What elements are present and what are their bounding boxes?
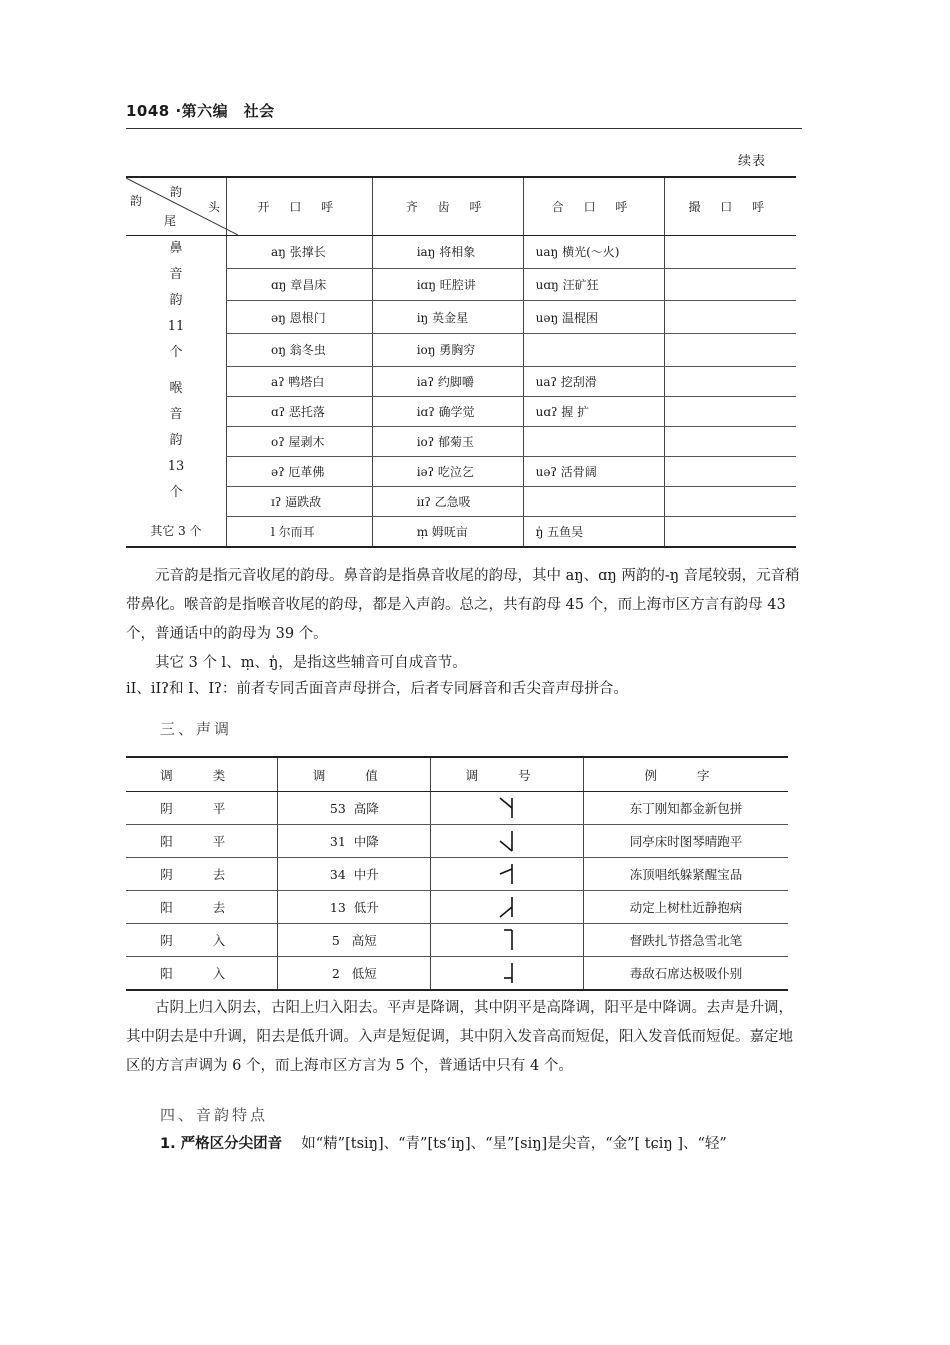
tone-examples: 动定上树杜近静抱病 [584,891,788,924]
group-label [126,236,227,367]
group-label-char: 音 [169,407,183,422]
group-label-char: 11 [167,319,185,334]
tone-value: 31 中降 [278,825,431,858]
tone-letter-icon [431,957,584,991]
rime-cell: ɑŋ 章昌床 [227,268,373,301]
table-row [126,825,788,858]
table-row [126,396,796,426]
tone-class: 阴 平 [126,792,278,825]
feature-title: 1. 严格区分尖团音 [160,1136,283,1152]
section-title: ·第六编 社会 [175,102,275,120]
tone-examples: 冻顶唱纸躲紧醒宝品 [584,858,788,891]
table-row [126,236,796,269]
rime-cell: əŋ 恩根门 [227,301,373,334]
rime-cell: uɑŋ 汪矿狂 [523,268,664,301]
rime-cell: uəʔ 活骨阔 [523,456,664,486]
rime-cell [664,396,796,426]
table-row [126,957,788,991]
rime-cell: ɪʔ 逼跌敌 [227,486,373,516]
tone-class: 阳 入 [126,957,278,991]
rime-cell [664,268,796,301]
table-corner-cell [126,177,227,236]
column-header: 齐 齿 呼 [372,177,523,236]
tone-table-body [126,792,788,991]
table-row [126,924,788,957]
rime-cell: uaŋ 横光(～火) [523,236,664,269]
rime-cell: ɑʔ 恶托落 [227,396,373,426]
tone-table [126,756,788,991]
rime-cell: oŋ 翁冬虫 [227,333,373,366]
rime-cell: ṃ 姆呒亩 [372,516,523,547]
rime-cell: iaŋ 将相象 [372,236,523,269]
table-row [126,426,796,456]
rime-cell: aʔ 鸭塔白 [227,366,373,396]
rime-cell [664,516,796,547]
tone-value: 53 高降 [278,792,431,825]
running-header [126,100,275,121]
rime-cell: iɪʔ 乙急吸 [372,486,523,516]
rime-cell: əʔ 厄革佛 [227,456,373,486]
tone-examples: 督跌扎节搭急雪北笔 [584,924,788,957]
table-row [126,486,796,516]
tone-value: 2 低短 [278,957,431,991]
tone-pitch-line [500,841,512,851]
corner-left-label: 韵 [130,194,143,208]
paragraph-syllabic: 其它 3 个 l、ṃ、ŋ̍，是指这些辅音可自成音节。 [155,655,467,671]
column-header: 调 号 [431,757,584,792]
tone-pitch-line [500,798,512,808]
rime-cell: iŋ 英金星 [372,301,523,334]
tone-class: 阴 去 [126,858,278,891]
table-row [126,333,796,366]
rime-cell: uɑʔ 握 扩 [523,396,664,426]
tone-examples: 同亭床时图琴晴跑平 [584,825,788,858]
rime-cell [664,333,796,366]
rime-cell [523,426,664,456]
rime-cell: ioʔ 郁菊玉 [372,426,523,456]
rime-cell: aŋ 张撑长 [227,236,373,269]
table-row [126,858,788,891]
tone-pitch-line [500,869,512,874]
section-heading-tones: 三、声调 [160,720,233,738]
rime-cell [664,426,796,456]
rime-cell: l 尔而耳 [227,516,373,547]
feature-text: 如“精”[tsiŋ]、“青”[ts‘iŋ]、“星”[siŋ]是尖音，“金”[ tɕiŋ ]、“轻” [301,1136,727,1152]
tone-examples: 东丁刚知都金新包拼 [584,792,788,825]
table-row-other [126,516,796,547]
tone-letter-icon [431,891,584,924]
rime-cell: uaʔ 挖刮滑 [523,366,664,396]
column-header: 开 口 呼 [227,177,373,236]
tone-contour-mark [497,796,517,820]
tone-value: 34 中升 [278,858,431,891]
tone-letter-icon [431,858,584,891]
table-row [126,366,796,396]
tone-value: 13 低升 [278,891,431,924]
group-label-char: 喉 [169,381,183,396]
table-row [126,301,796,334]
tone-contour-mark [497,895,517,919]
tone-examples: 毒敌石席达极吸仆别 [584,957,788,991]
header-rule [126,128,802,129]
group-label-char: 13 [167,459,185,474]
rime-cell [523,486,664,516]
rime-table-header [126,177,796,236]
tone-pitch-line [500,907,512,917]
table-row [126,268,796,301]
rime-cell [664,366,796,396]
tone-contour-mark [497,829,517,853]
paragraph-ii-note: iI、iIʔ和 I、Iʔ：前者专同舌面音声母拼合，后者专同唇音和舌尖音声母拼合。 [126,681,628,697]
tone-class: 阴 入 [126,924,278,957]
group-label-char: 音 [169,267,183,282]
rime-cell [664,301,796,334]
rime-cell [664,456,796,486]
tone-letter-icon [431,792,584,825]
tone-class: 阳 平 [126,825,278,858]
tone-table-header [126,757,788,792]
rime-cell [664,236,796,269]
tone-value: 5 高短 [278,924,431,957]
rime-table-body [126,236,796,547]
paragraph-feature-1 [160,1130,810,1159]
tone-letter-icon [431,825,584,858]
tone-contour-mark [497,961,517,985]
column-header: 合 口 呼 [523,177,664,236]
section-heading-features: 四、音韵特点 [160,1106,269,1124]
group-label-char: 韵 [169,433,183,448]
rime-cell: iəʔ 吃泣乞 [372,456,523,486]
paragraph-tone-summary: 古阴上归入阴去，古阳上归入阳去。平声是降调，其中阴平是高降调，阳平是中降调。去声是升调，其中阴去是中升调，阳去是低升调。入声是短促调，其中阴入发音高而短促，阳入发音低而短促。嘉定地区的方言声调为 6 个，而上海市区方言为 5 个，普通话中只有 4 个。 [126,1000,793,1074]
paragraph-rime-summary: 元音韵是指元音收尾的韵母。鼻音韵是指鼻音收尾的韵母，其中 aŋ、ɑŋ 两韵的-ŋ 音尾较弱，元音稍带鼻化。喉音韵是指喉音收尾的韵母，都是入声韵。总之，共有韵母 45 个，而上海市区方言有韵母 43 个，普通话中的韵母为 39 个。 [126,568,800,642]
page-number: 1048 [126,102,170,120]
rime-cell: ŋ̍ 五鱼吴 [523,516,664,547]
group-label-char: 个 [169,485,183,500]
rime-cell [523,333,664,366]
column-header: 调 类 [126,757,278,792]
group-label-char: 个 [169,345,183,360]
table-row [126,891,788,924]
rime-table [126,176,796,548]
tone-class: 阳 去 [126,891,278,924]
corner-head-label: 头 [208,200,221,214]
rime-cell: iɑʔ 确学觉 [372,396,523,426]
rime-cell: iaʔ 约脚嚼 [372,366,523,396]
rime-cell [664,486,796,516]
table-continued-note: 续表 [738,154,767,169]
group-label-char: 韵 [169,293,183,308]
tone-letter-icon [431,924,584,957]
group-label [126,366,227,516]
corner-tail-label: 尾 [164,214,177,228]
table-row [126,456,796,486]
tone-contour-mark [497,928,517,952]
column-header: 撮 口 呼 [664,177,796,236]
column-header: 例 字 [584,757,788,792]
group-label-char: 鼻 [169,241,183,256]
rime-cell: oʔ 屋剥木 [227,426,373,456]
rime-cell: iɑŋ 旺腔讲 [372,268,523,301]
other-label: 其它 3 个 [126,516,227,547]
table-row [126,792,788,825]
column-header: 调 值 [278,757,431,792]
corner-top-label: 韵 [170,185,183,199]
rime-cell: uəŋ 温棍困 [523,301,664,334]
tone-contour-mark [497,862,517,886]
rime-cell: ioŋ 勇胸穷 [372,333,523,366]
